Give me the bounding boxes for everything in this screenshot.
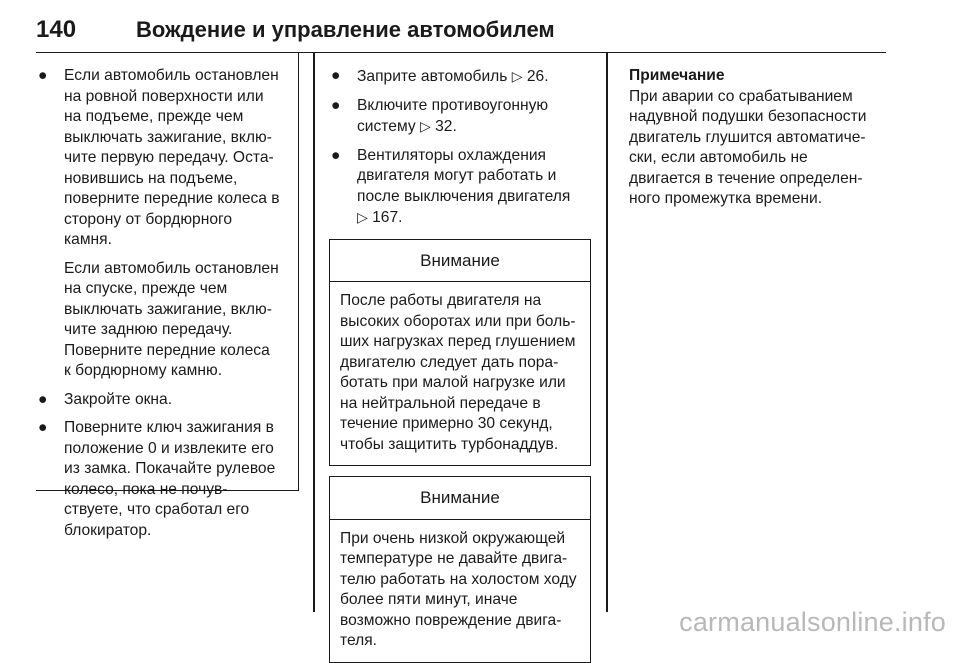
text-line: двигатель глушится автоматиче- <box>629 128 866 146</box>
column-3 <box>629 52 891 210</box>
text-line: При очень низкой окружающей <box>340 529 566 547</box>
text-line: на подъеме, прежде чем <box>64 108 244 125</box>
text-line: температуре не давайте двига- <box>340 550 568 567</box>
list-item <box>329 96 591 138</box>
text-line: положение 0 и извлеките его <box>64 439 274 457</box>
column-2 <box>329 52 591 663</box>
text-line: новившись на подъеме, <box>64 169 238 187</box>
text-line: чите заднюю передачу. <box>64 321 233 338</box>
text-line: ски, если автомобиль не <box>629 149 808 166</box>
text-line: сторону от бордюрного <box>64 210 233 228</box>
text-line: Если автомобиль остановлен <box>64 259 279 277</box>
text-line: высоких оборотах или при боль- <box>340 312 576 330</box>
paragraph <box>36 259 298 382</box>
text-line: после выключения двигателя <box>357 187 571 205</box>
text-line: Если автомобиль остановлен <box>64 67 279 84</box>
text-line: Включите противоугонную <box>357 96 549 114</box>
text-line: выключать зажигание, вклю- <box>64 128 272 146</box>
text-line: более пяти минут, иначе <box>340 591 518 608</box>
column-divider <box>606 52 608 612</box>
text-line: телю работать на холостом ходу <box>340 570 577 588</box>
bullet-text <box>64 390 298 411</box>
warning-box <box>329 476 591 663</box>
text-line: При аварии со срабатыванием <box>629 87 853 105</box>
page-title: Вождение и управление автомобилем <box>136 17 555 42</box>
bullet-text-end: систему <box>357 118 420 135</box>
text-line: Поверните ключ зажигания в <box>64 419 274 436</box>
warning-text <box>330 520 590 662</box>
text-line: двигателя могут работать и <box>357 167 557 184</box>
page-header <box>36 14 886 53</box>
list-item <box>36 418 298 541</box>
text-line: на ровной поверхности или <box>64 87 264 105</box>
text-line: ного промежутка времени. <box>629 190 823 207</box>
text-line: ших нагрузках перед глушением <box>340 333 576 350</box>
text-line: выключать зажигание, вклю- <box>64 300 272 318</box>
warning-text <box>330 282 590 465</box>
column-divider <box>313 52 315 612</box>
page-ref-arrow-icon: ▷ <box>511 68 523 84</box>
list-item <box>329 146 591 229</box>
bullet-text <box>357 96 591 117</box>
text-line: к бордюрному камню. <box>64 362 223 379</box>
text-line: блокиратор. <box>64 521 152 539</box>
page-ref-arrow-icon: ▷ <box>419 118 431 134</box>
warning-heading: Внимание <box>330 477 590 520</box>
text-line: теля. <box>340 632 377 649</box>
text-line: ботать при малой нагрузке или <box>340 374 566 391</box>
list-item <box>36 390 298 411</box>
text-line: на спуске, прежде чем <box>64 280 228 297</box>
text-line: на нейтральной передаче в <box>340 394 541 412</box>
text-line: надувной подушки безопасности <box>629 108 867 125</box>
page-ref: 26. <box>526 68 549 85</box>
bullet-icon: ● <box>38 419 48 436</box>
page-ref: 167. <box>372 209 403 226</box>
text-line: После работы двигателя на <box>340 292 542 309</box>
bullet-icon: ● <box>331 146 341 164</box>
list-item <box>329 66 591 88</box>
bullet-icon: ● <box>331 67 341 84</box>
note-title: Примечание <box>629 67 725 84</box>
text-line: камня. <box>64 231 112 248</box>
text-line: колесо, пока не почув- <box>64 480 228 498</box>
bullet-text <box>64 418 298 541</box>
page-ref: 32. <box>435 118 457 135</box>
warning-heading: Внимание <box>330 240 590 283</box>
text-line: течение примерно 30 секунд, <box>340 415 553 432</box>
bullet-icon: ● <box>331 96 341 114</box>
bullet-text: Заприте автомобиль <box>357 68 512 85</box>
text-line: Закройте окна. <box>64 390 173 408</box>
page-number: 140 <box>36 16 77 43</box>
bullet-icon: ● <box>38 390 48 408</box>
text-line: поверните передние колеса в <box>64 190 280 207</box>
text-line: возможно повреждение двига- <box>340 611 562 629</box>
list-item <box>36 66 298 251</box>
warning-box <box>329 239 591 467</box>
text-line: Вентиляторы охлаждения <box>357 146 546 164</box>
bullet-icon: ● <box>38 67 48 84</box>
watermark: carmanualsonline.info <box>679 607 946 637</box>
page-ref-arrow-icon: ▷ <box>357 209 368 225</box>
text-line: Поверните передние колеса <box>64 341 270 359</box>
text-line: двигается в течение определен- <box>629 169 863 187</box>
note-text <box>629 87 891 210</box>
text-line: двигателю следует дать пора- <box>340 353 559 371</box>
text-line: из замка. Покачайте рулевое <box>64 460 276 477</box>
column-1 <box>36 52 299 539</box>
text-line: чтобы защитить турбонаддув. <box>340 435 559 453</box>
bullet-text <box>357 146 591 208</box>
bullet-text <box>64 66 298 251</box>
text-line: ствуете, что сработал его <box>64 501 250 518</box>
text-line: чите первую передачу. Оста- <box>64 149 274 166</box>
